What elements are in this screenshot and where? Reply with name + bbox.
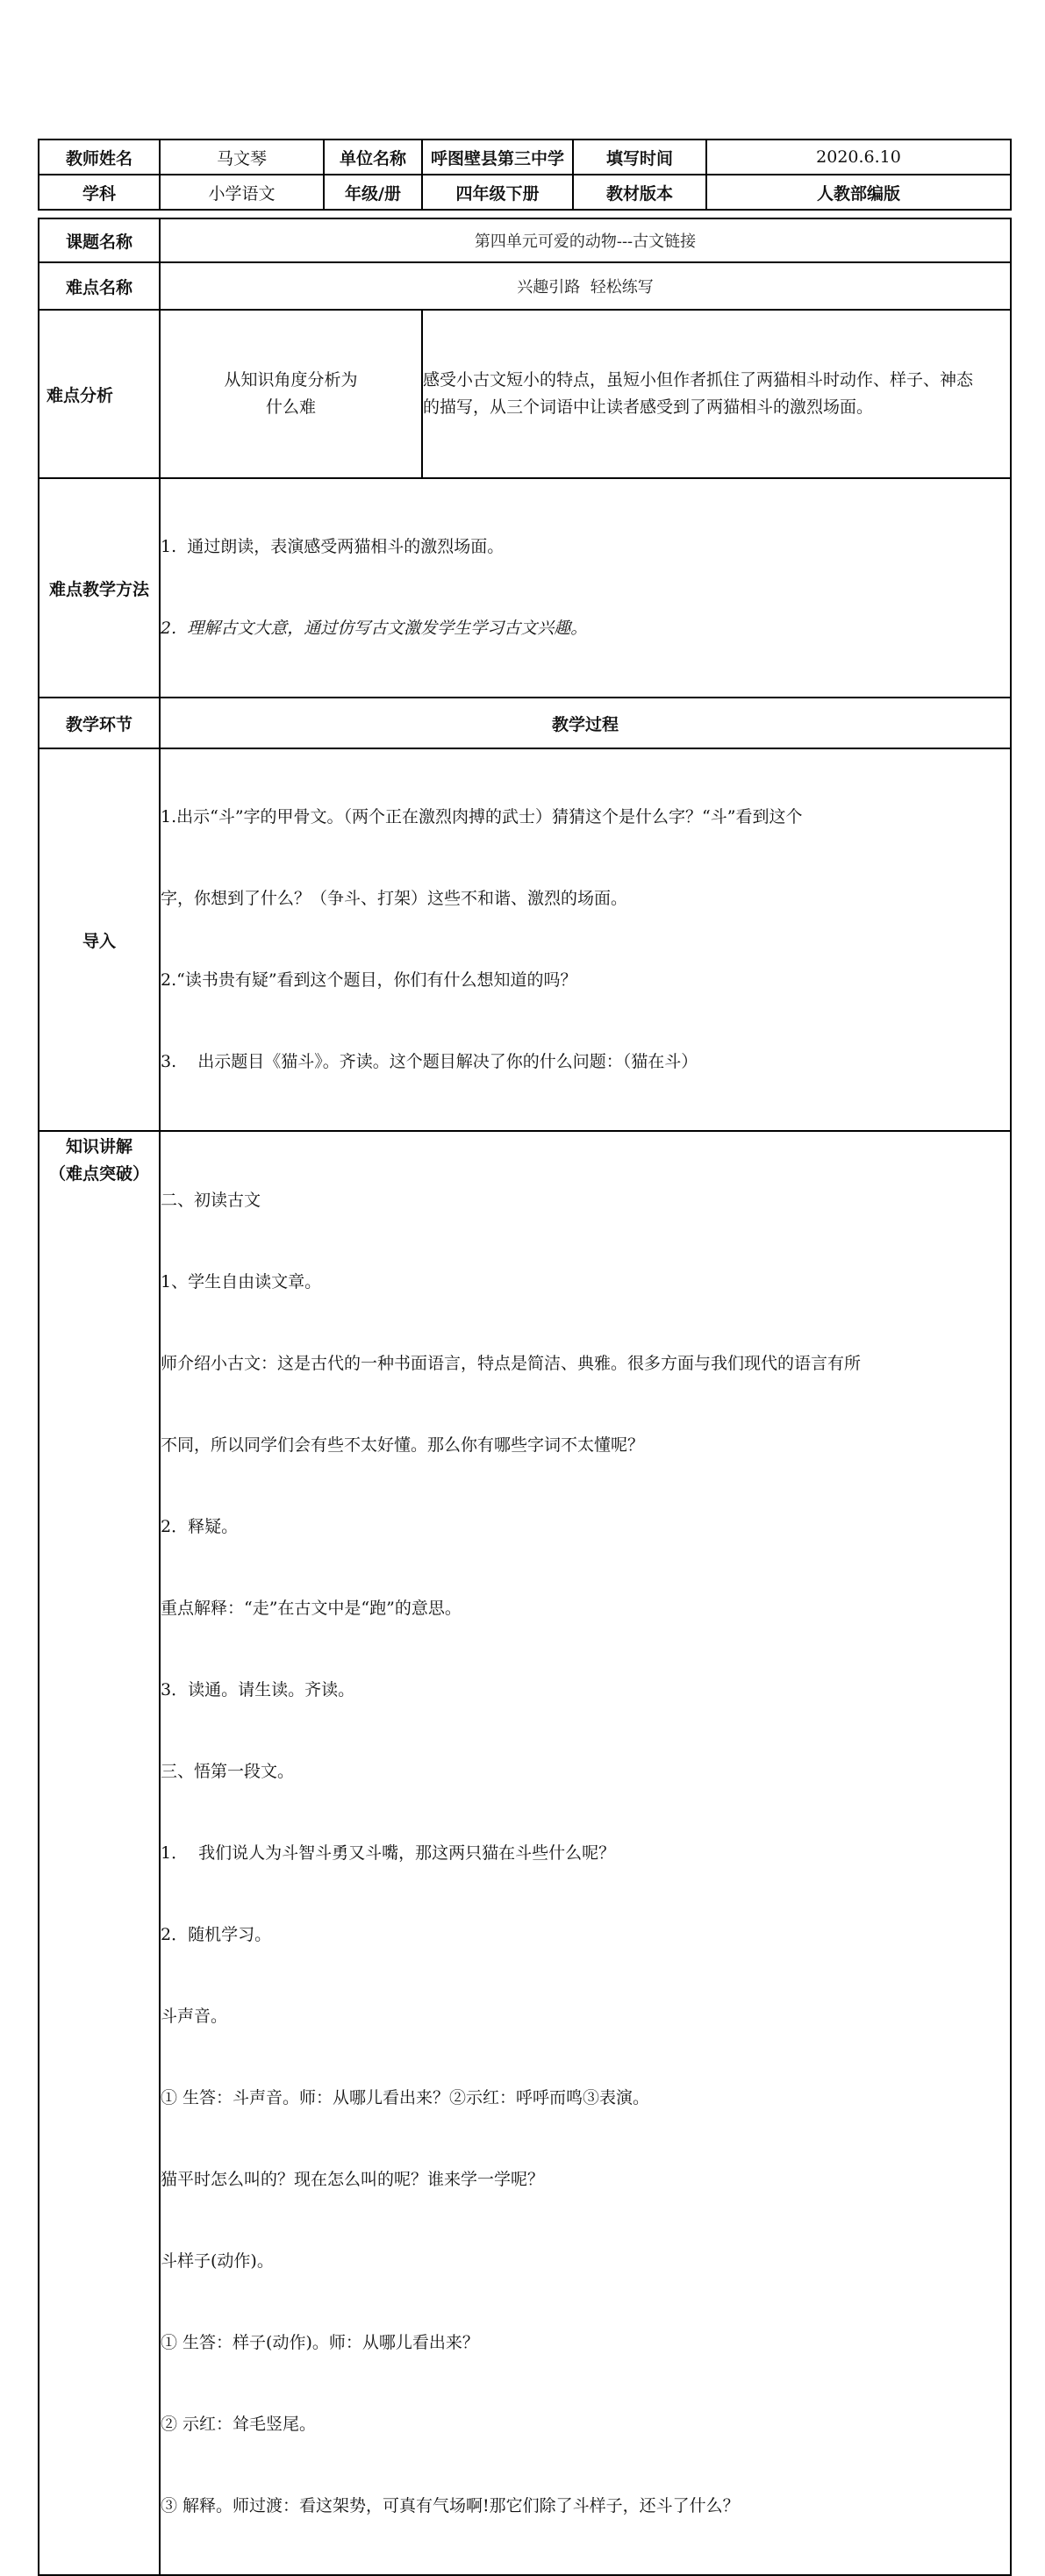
intro-line: 1.出示“斗”字的甲骨文。（两个正在激烈肉搏的武士）猜猜这个是什么字？“斗”看到这个 <box>161 807 803 826</box>
topic-label: 课题名称 <box>39 218 160 262</box>
knowledge-line: 2．随机学习。 <box>161 1925 272 1944</box>
teacher-name-value: 马文琴 <box>160 140 324 175</box>
knowledge-line: ① 生答：样子(动作)。师：从哪儿看出来？ <box>161 2333 479 2352</box>
knowledge-line: 师介绍小古文：这是古代的一种书面语言，特点是简洁、典雅。很多方面与我们现代的语言有所 <box>161 1354 862 1373</box>
grade-label: 年级/册 <box>324 175 422 210</box>
knowledge-label-line: 知识讲解 <box>65 1137 132 1156</box>
intro-label: 导入 <box>39 748 160 1131</box>
method-list <box>160 478 1011 698</box>
grade-value: 四年级下册 <box>422 175 573 210</box>
knowledge-line: 三、悟第一段文。 <box>161 1762 295 1781</box>
knowledge-line: 猫平时怎么叫的？现在怎么叫的呢？谁来学一学呢？ <box>161 2170 545 2189</box>
knowledge-label <box>39 1131 160 2575</box>
unit-name-value: 呼图壁县第三中学 <box>422 140 573 175</box>
topic-value: 第四单元可爱的动物---古文链接 <box>160 218 1011 262</box>
teacher-name-label: 教师姓名 <box>39 140 160 175</box>
knowledge-line: 1． 我们说人为斗智斗勇又斗嘴，那这两只猫在斗些什么呢？ <box>161 1843 616 1863</box>
difficulty-value: 兴趣引路 轻松练写 <box>160 262 1011 310</box>
knowledge-line: ② 示红：耸毛竖尾。 <box>161 2415 317 2434</box>
knowledge-line: ① 生答：斗声音。师：从哪儿看出来？②示红：呼呼而鸣③表演。 <box>161 2088 650 2107</box>
knowledge-line: 3．读通。请生读。齐读。 <box>161 1680 355 1699</box>
analysis-sub-label-line: 什么难 <box>265 397 316 417</box>
knowledge-label-line: （难点突破） <box>48 1164 149 1184</box>
knowledge-line: 二、初读古文 <box>161 1191 261 1210</box>
knowledge-content <box>160 1131 1011 2575</box>
method-item: 2. 理解古文大意，通过仿写古文激发学生学习古文兴趣。 <box>161 619 588 638</box>
analysis-text-line: 的描写，从三个词语中让读者感受到了两猫相斗的激烈场面。 <box>423 397 874 417</box>
intro-line: 字，你想到了什么？（争斗、打架）这些不和谐、激烈的场面。 <box>161 889 628 908</box>
analysis-text-line: 感受小古文短小的特点，虽短小但作者抓住了两猫相斗时动作、样子、神态 <box>423 370 974 390</box>
knowledge-line: 重点解释：“走”在古文中是“跑”的意思。 <box>161 1599 462 1618</box>
intro-content <box>160 748 1011 1131</box>
edition-label: 教材版本 <box>573 175 706 210</box>
knowledge-line: 斗声音。 <box>161 2007 228 2026</box>
subject-label: 学科 <box>39 175 160 210</box>
knowledge-line: 不同，所以同学们会有些不太好懂。那么你有哪些字词不太懂呢？ <box>161 1435 645 1455</box>
analysis-sub-label-line: 从知识角度分析为 <box>224 370 358 390</box>
knowledge-line: 2．释疑。 <box>161 1517 239 1536</box>
knowledge-line: ③ 解释。师过渡：看这架势，可真有气场啊!那它们除了斗样子，还斗了什么？ <box>161 2496 740 2515</box>
unit-name-label: 单位名称 <box>324 140 422 175</box>
knowledge-line: 1、学生自由读文章。 <box>161 1272 322 1292</box>
fill-date-label: 填写时间 <box>573 140 706 175</box>
edition-value: 人教部编版 <box>706 175 1011 210</box>
knowledge-line: 斗样子(动作)。 <box>161 2251 274 2271</box>
lesson-plan-table <box>38 139 1010 2576</box>
method-item: 1. 通过朗读，表演感受两猫相斗的激烈场面。 <box>161 537 505 556</box>
section-title: 教学过程 <box>160 698 1011 748</box>
difficulty-label: 难点名称 <box>39 262 160 310</box>
section-label: 教学环节 <box>39 698 160 748</box>
fill-date-value: 2020.6.10 <box>706 140 1011 175</box>
analysis-text <box>422 310 1011 478</box>
method-label: 难点教学方法 <box>39 478 160 698</box>
analysis-sub-label <box>160 310 422 478</box>
subject-value: 小学语文 <box>160 175 324 210</box>
row-spacer <box>39 210 1011 218</box>
intro-line: 3. 出示题目《猫斗》。齐读。这个题目解决了你的什么问题：（猫在斗） <box>161 1052 698 1071</box>
analysis-label: 难点分析 <box>39 310 160 478</box>
intro-line: 2.“读书贵有疑”看到这个题目，你们有什么想知道的吗？ <box>161 970 577 990</box>
